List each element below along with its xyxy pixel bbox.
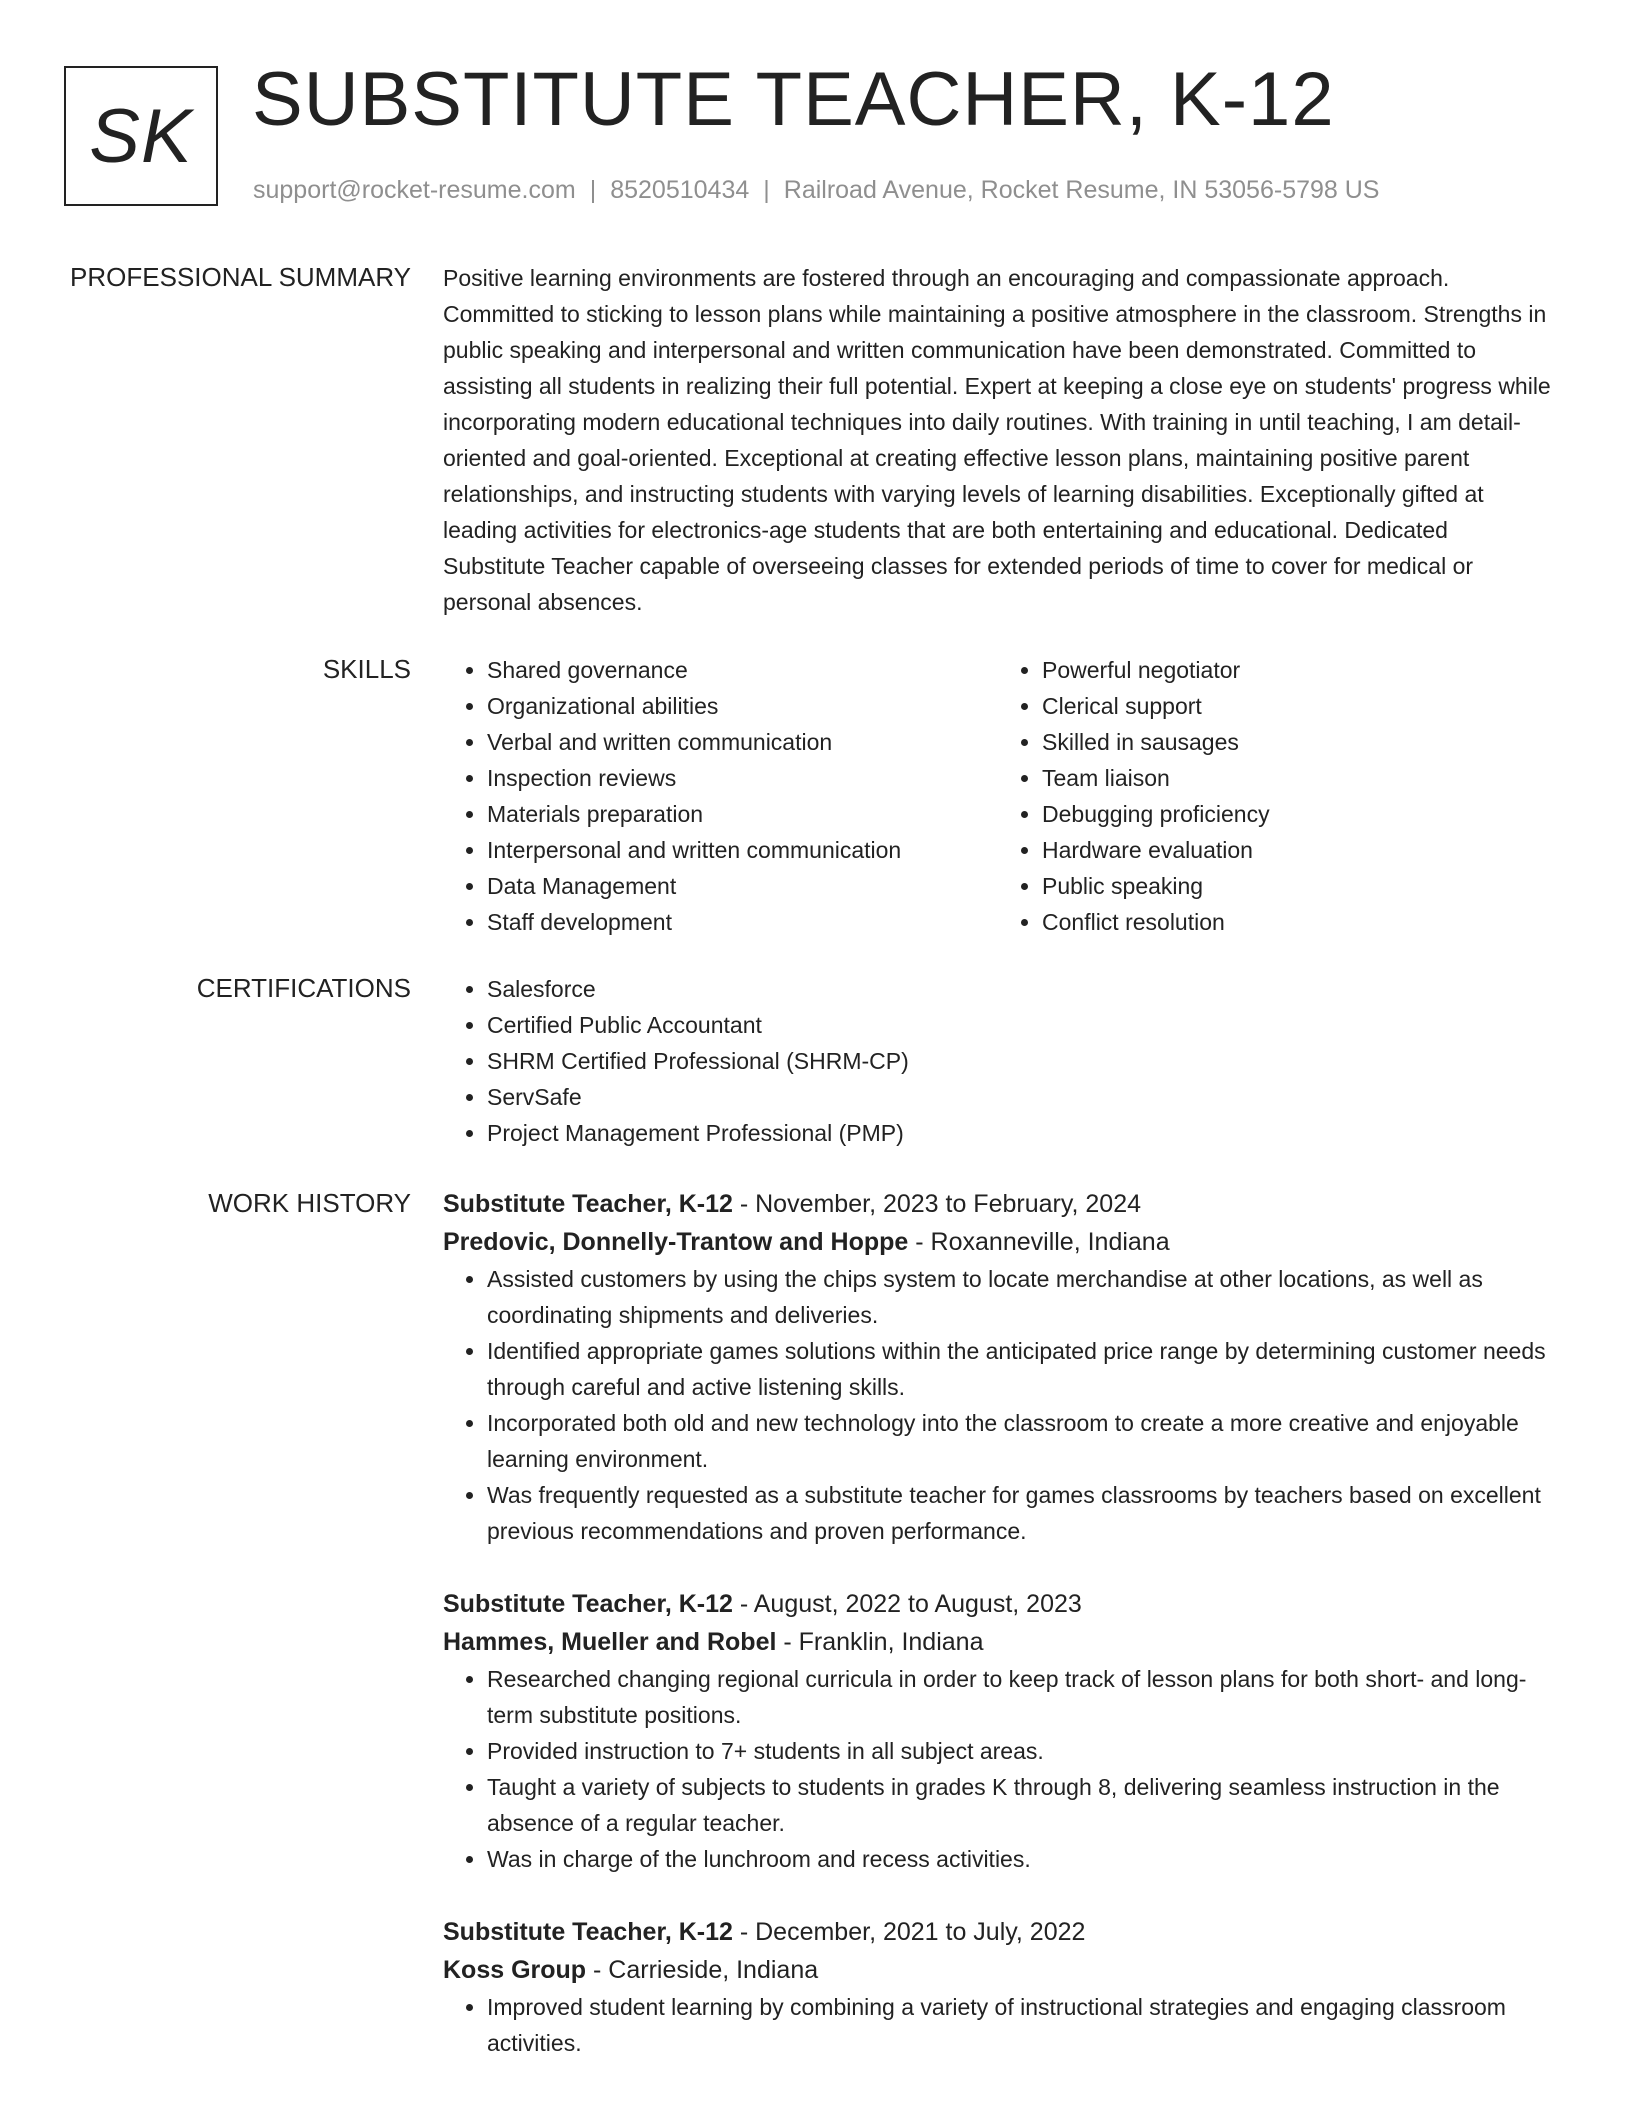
- skill-item: • Skilled in sausages: [1042, 724, 1553, 760]
- skill-item: • Hardware evaluation: [1042, 832, 1553, 868]
- skills-list-left: [443, 652, 998, 940]
- skill-item: • Inspection reviews: [487, 760, 998, 796]
- certification-item: • Certified Public Accountant: [487, 1007, 1553, 1043]
- contact-separator: |: [589, 176, 597, 204]
- certification-item: • Salesforce: [487, 971, 1553, 1007]
- job-dates: - November, 2023 to February, 2024: [732, 1190, 1141, 1218]
- skill-item: • Conflict resolution: [1042, 904, 1553, 940]
- job-duty: • Was in charge of the lunchroom and recess activities.: [487, 1841, 1553, 1877]
- job-location: - Carrieside, Indiana: [586, 1956, 819, 1984]
- contact-address: Railroad Avenue, Rocket Resume, IN 53056-5798 US: [783, 176, 1380, 204]
- section-title-certifications: CERTIFICATIONS: [196, 973, 411, 1003]
- skill-item: • Team liaison: [1042, 760, 1553, 796]
- job-company: Koss Group: [443, 1956, 587, 1984]
- monogram-logo: [64, 66, 218, 206]
- job-company-line: [443, 1223, 1553, 1261]
- skill-item: • Shared governance: [487, 652, 998, 688]
- job-dates: - December, 2021 to July, 2022: [732, 1918, 1086, 1946]
- job-title-line: [443, 1913, 1553, 1951]
- job-duty: • Taught a variety of subjects to students in grades K through 8, delivering seamless instruction in the absence of a regular teacher.: [487, 1769, 1553, 1841]
- job-duty: • Improved student learning by combining a variety of instructional strategies and engaging classroom activities.: [487, 1989, 1553, 2061]
- contact-phone[interactable]: 8520510434: [610, 176, 750, 204]
- skill-item: • Powerful negotiator: [1042, 652, 1553, 688]
- certification-item: • ServSafe: [487, 1079, 1553, 1115]
- job-duties: [443, 1661, 1553, 1877]
- job-title-line: [443, 1585, 1553, 1623]
- section-title-skills: SKILLS: [322, 654, 411, 684]
- job-company-line: [443, 1623, 1553, 1661]
- job-title: Substitute Teacher, K-12: [443, 1190, 733, 1218]
- section-title-summary: PROFESSIONAL SUMMARY: [70, 262, 411, 292]
- certification-item: • SHRM Certified Professional (SHRM-CP): [487, 1043, 1553, 1079]
- job-title: Substitute Teacher, K-12: [443, 1590, 733, 1618]
- job-duty: • Was frequently requested as a substitute teacher for games classrooms by teachers based on excellent previous recommendations and proven performance.: [487, 1477, 1553, 1549]
- job-entry: [443, 1913, 1553, 2061]
- job-location: - Franklin, Indiana: [776, 1628, 984, 1656]
- job-entry: [443, 1185, 1553, 1549]
- skill-item: • Verbal and written communication: [487, 724, 998, 760]
- skill-item: • Debugging proficiency: [1042, 796, 1553, 832]
- certifications-list: [443, 971, 1553, 1151]
- contact-separator: |: [763, 176, 770, 204]
- job-title: Substitute Teacher, K-12: [443, 1918, 733, 1946]
- section-title-work-history: WORK HISTORY: [208, 1188, 411, 1218]
- skill-item: • Interpersonal and written communication: [487, 832, 998, 868]
- job-duty: • Assisted customers by using the chips system to locate merchandise at other locations, as well as coordinating shipments and deliveries.: [487, 1261, 1553, 1333]
- certification-item: • Project Management Professional (PMP): [487, 1115, 1553, 1151]
- job-entry: [443, 1585, 1553, 1877]
- contact-line: [253, 176, 1379, 205]
- skill-item: • Data Management: [487, 868, 998, 904]
- monogram-initials: SK: [89, 93, 193, 179]
- skill-item: • Organizational abilities: [487, 688, 998, 724]
- job-duty: • Identified appropriate games solutions within the anticipated price range by determining customer needs through careful and active listening skills.: [487, 1333, 1553, 1405]
- job-company: Predovic, Donnelly-Trantow and Hoppe: [443, 1228, 909, 1256]
- skills-list-right: [998, 652, 1553, 940]
- contact-email[interactable]: support@rocket-resume.com: [253, 176, 576, 204]
- job-duties: [443, 1261, 1553, 1549]
- job-location: - Roxanneville, Indiana: [908, 1228, 1170, 1256]
- job-dates: - August, 2022 to August, 2023: [732, 1590, 1082, 1618]
- job-title-line: [443, 1185, 1553, 1223]
- resume-title: SUBSTITUTE TEACHER, K-12: [252, 57, 1335, 142]
- job-duty: • Incorporated both old and new technology into the classroom to create a more creative and enjoyable learning environment.: [487, 1405, 1553, 1477]
- job-duty: • Researched changing regional curricula in order to keep track of lesson plans for both short- and long-term substitute positions.: [487, 1661, 1553, 1733]
- job-duties: [443, 1989, 1553, 2061]
- skill-item: • Staff development: [487, 904, 998, 940]
- job-company: Hammes, Mueller and Robel: [443, 1628, 777, 1656]
- skill-item: • Public speaking: [1042, 868, 1553, 904]
- job-duty: • Provided instruction to 7+ students in all subject areas.: [487, 1733, 1553, 1769]
- skill-item: • Clerical support: [1042, 688, 1553, 724]
- summary-text: Positive learning environments are fostered through an encouraging and compassionate approach. Committed to sticking to lesson plans while maintaining a positive atmosphere in the classroom. Strengths in public speaking and interpersonal and written communication have been demonstrated. Committed to assisting all students in realizing their full potential. Expert at keeping a close eye on students' progress while incorporating modern educational techniques into daily routines. With training in until teaching, I am detail-oriented and goal-oriented. Exceptional at creating effective lesson plans, maintaining positive parent relationships, and instructing students with varying levels of learning disabilities. Exceptionally gifted at leading activities for electronics-age students that are both entertaining and educational. Dedicated Substitute Teacher capable of overseeing classes for extended periods of time to cover for medical or personal absences.: [443, 265, 1551, 615]
- job-company-line: [443, 1951, 1553, 1989]
- skill-item: • Materials preparation: [487, 796, 998, 832]
